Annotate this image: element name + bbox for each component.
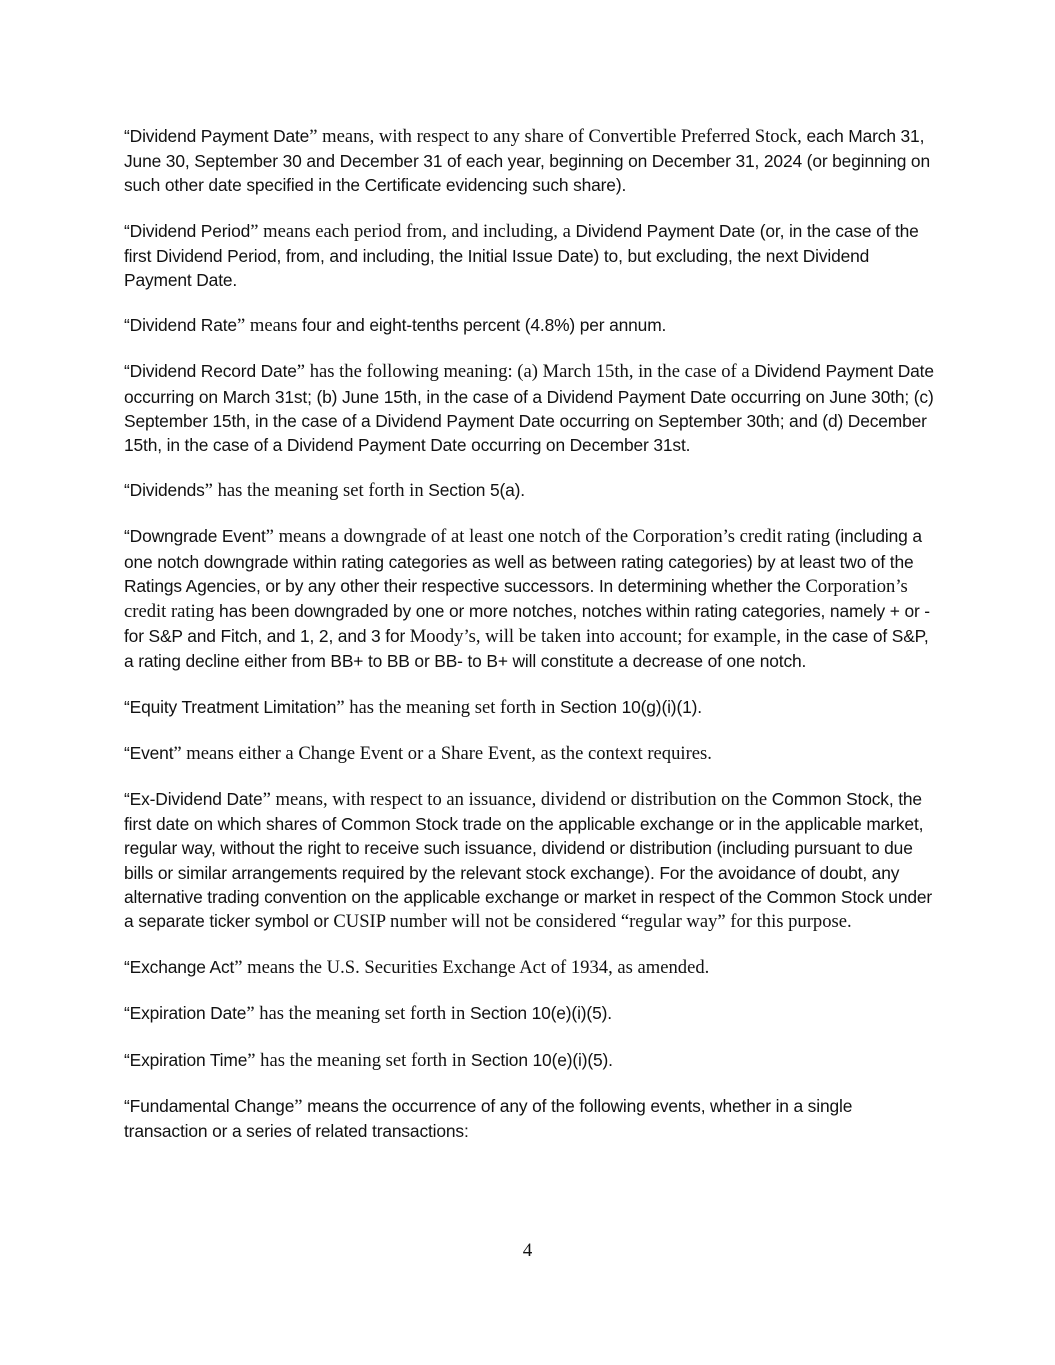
defined-term: Downgrade Event — [129, 526, 266, 547]
defined-term: Dividends — [129, 480, 205, 501]
defined-term: Dividend Record Date — [129, 361, 297, 382]
definition-text: four and eight-tenths percent (4.8%) per annum. — [297, 315, 667, 336]
definition-text: has the meaning set forth in — [212, 480, 424, 502]
section-reference: Section 10(g)(i)(1). — [555, 696, 702, 717]
definition-dividend-payment-date: “Dividend Payment Date” means, with respect to any share of Convertible Preferred Stock, each March 31, June 30, September 30 and December 31 of each year, beginning on December 31, 2024 (or beginning on such other date specified in the Certificate evidencing such share). — [124, 126, 930, 196]
definition-text: means, with respect to an issuance, dividend or distribution on the — [270, 789, 768, 811]
definition-text: Corporation’s credit rating — [124, 575, 908, 623]
definition-text: Common Stock, the first date on which shares of Common Stock trade on the applicable exchange or in the applicable market, regular way, without the right to receive such issuance, dividend or distribution (including pursuant to due bills or similar arrangements required by the relevant stock exchange). For the avoidance of doubt, any alternative trading convention on the applicable exchange or market in respect of the Common Stock under a separate ticker symbol or — [124, 789, 933, 932]
defined-term: Expiration Date — [129, 1003, 247, 1024]
definition-text: has the meaning set forth in — [254, 1003, 466, 1025]
defined-term: Ex-Dividend Date — [129, 789, 263, 810]
defined-term: Expiration Time — [129, 1049, 248, 1070]
defined-term: Dividend Payment Date — [129, 126, 310, 146]
definition-text: has the following meaning: (a) March 15th, in the case of a — [305, 361, 750, 383]
defined-term: Dividend Rate — [129, 315, 237, 336]
definition-event: “Event” means either a Change Event or a Share Event, as the context requires. — [124, 742, 712, 764]
definition-text: in the case of S&P, a rating decline either from BB+ to BB or BB- to B+ will constitute a decrease of one notch. — [124, 626, 929, 672]
definition-fundamental-change: “Fundamental Change” means the occurrence of any of the following events, whether in a single transaction or a series of related transactions: — [124, 1095, 853, 1142]
definition-text: means the U.S. Securities Exchange Act of 1934, as amended. — [242, 957, 710, 979]
definition-exchange-act: “Exchange Act” means the U.S. Securities Exchange Act of 1934, as amended. — [124, 957, 710, 979]
definition-dividends: “Dividends” has the meaning set forth in Section 5(a). — [124, 480, 525, 502]
definition-text: means each period from, and including, a — [258, 220, 571, 242]
definition-text: has the meaning set forth in — [344, 696, 556, 718]
definition-text: Dividend Payment Date occurring on March 31st; (b) June 15th, in the case of a Dividend Payment Date occurring on June 30th; (c) September 15th, in the case of a Dividend Payment Date occurring on September 30th; and (d) December 15th, in the case of a Dividend Payment Date occurring on December 31st. — [124, 361, 934, 456]
defined-term: Event — [129, 742, 174, 763]
definition-dividend-period: “Dividend Period” means each period from, and including, a Dividend Payment Date (or, in the case of the first Dividend Period, from, and including, the Initial Issue Date) to, but excluding, the next Dividend Payment Date. — [124, 220, 919, 291]
definition-text: Dividend Payment Date (or, in the case of the first Dividend Period, from, and including, the Initial Issue Date) to, but excluding, the next Dividend Payment Date. — [124, 220, 919, 291]
definition-text: means the occurrence of any of the following events, whether in a single transaction or a series of related transactions: — [124, 1095, 853, 1142]
definition-text: means — [245, 315, 298, 337]
definition-text: CUSIP number will not be considered “regular way” for this purpose. — [328, 911, 852, 933]
definition-equity-treatment-limitation: “Equity Treatment Limitation” has the meaning set forth in Section 10(g)(i)(1). — [124, 696, 702, 718]
definition-dividend-rate: “Dividend Rate” means four and eight-tenths percent (4.8%) per annum. — [124, 315, 667, 337]
definition-text: has been downgraded by one or more notches, notches within rating categories, namely + or - for S&P and Fitch, and 1, 2, and 3 for — [124, 601, 930, 647]
section-reference: Section 5(a). — [423, 480, 525, 501]
definition-text: means a downgrade of at least one notch of the Corporation’s credit rating — [273, 526, 831, 548]
definition-ex-dividend-date: “Ex-Dividend Date” means, with respect to an issuance, dividend or distribution on the Common Stock, the first date on which shares of Common Stock trade on the applicable exchange or in the applicable market, regular way, without the right to receive such issuance, dividend or distribution (including pursuant to due bills or similar arrangements required by the relevant stock exchange). For the avoidance of doubt, any alternative trading convention on the applicable exchange or market in respect of the Common Stock under a separate ticker symbol or CUSIP number will not be considered “regular way” for this purpose. — [124, 789, 933, 933]
defined-term: Equity Treatment Limitation — [129, 696, 337, 717]
definition-expiration-time: “Expiration Time” has the meaning set forth in Section 10(e)(i)(5). — [124, 1049, 613, 1071]
section-reference: Section 10(e)(i)(5). — [465, 1003, 612, 1024]
section-reference: Section 10(e)(i)(5). — [466, 1049, 613, 1070]
definition-text: means either a Change Event or a Share Event, as the context requires. — [181, 742, 712, 764]
definition-text: Moody’s, will be taken into account; for example, — [405, 626, 782, 648]
document-page — [124, 124, 934, 1164]
definition-dividend-record-date: “Dividend Record Date” has the following meaning: (a) March 15th, in the case of a Dividend Payment Date occurring on March 31st; (b) June 15th, in the case of a Dividend Payment Date occurring on June 30th; (c) September 15th, in the case of a Dividend Payment Date occurring on September 30th; and (d) December 15th, in the case of a Dividend Payment Date occurring on December 31st. — [124, 361, 934, 456]
definition-downgrade-event: “Downgrade Event” means a downgrade of at least one notch of the Corporation’s credit rating (including a one notch downgrade within rating categories as well as between rating categories) by at least two of the Ratings Agencies, or by any other their respective successors. In determining whether the Corporation’s credit rating has been downgraded by one or more notches, notches within rating categories, namely + or - for S&P and Fitch, and 1, 2, and 3 for Moody’s, will be taken into account; for example, in the case of S&P, a rating decline either from BB+ to BB or BB- to B+ will constitute a decrease of one notch. — [124, 526, 930, 672]
defined-term: Exchange Act — [129, 957, 235, 978]
definition-text: each March 31, June 30, September 30 and December 31 of each year, beginning on December 31, 2024 (or beginning on such other date specified in the Certificate evidencing such share). — [124, 126, 930, 196]
defined-term: Dividend Period — [129, 220, 251, 241]
definition-expiration-date: “Expiration Date” has the meaning set forth in Section 10(e)(i)(5). — [124, 1003, 612, 1025]
defined-term: Fundamental Change — [129, 1095, 295, 1116]
definition-text: means, with respect to any share of Convertible Preferred Stock, — [317, 126, 802, 147]
definition-text: (including a one notch downgrade within rating categories as well as between rating categories) by at least two of the Ratings Agencies, or by any other their respective successors. In determining whether the — [124, 526, 922, 596]
page-number: 4 — [522, 1240, 533, 1261]
definition-text: has the meaning set forth in — [255, 1049, 467, 1071]
